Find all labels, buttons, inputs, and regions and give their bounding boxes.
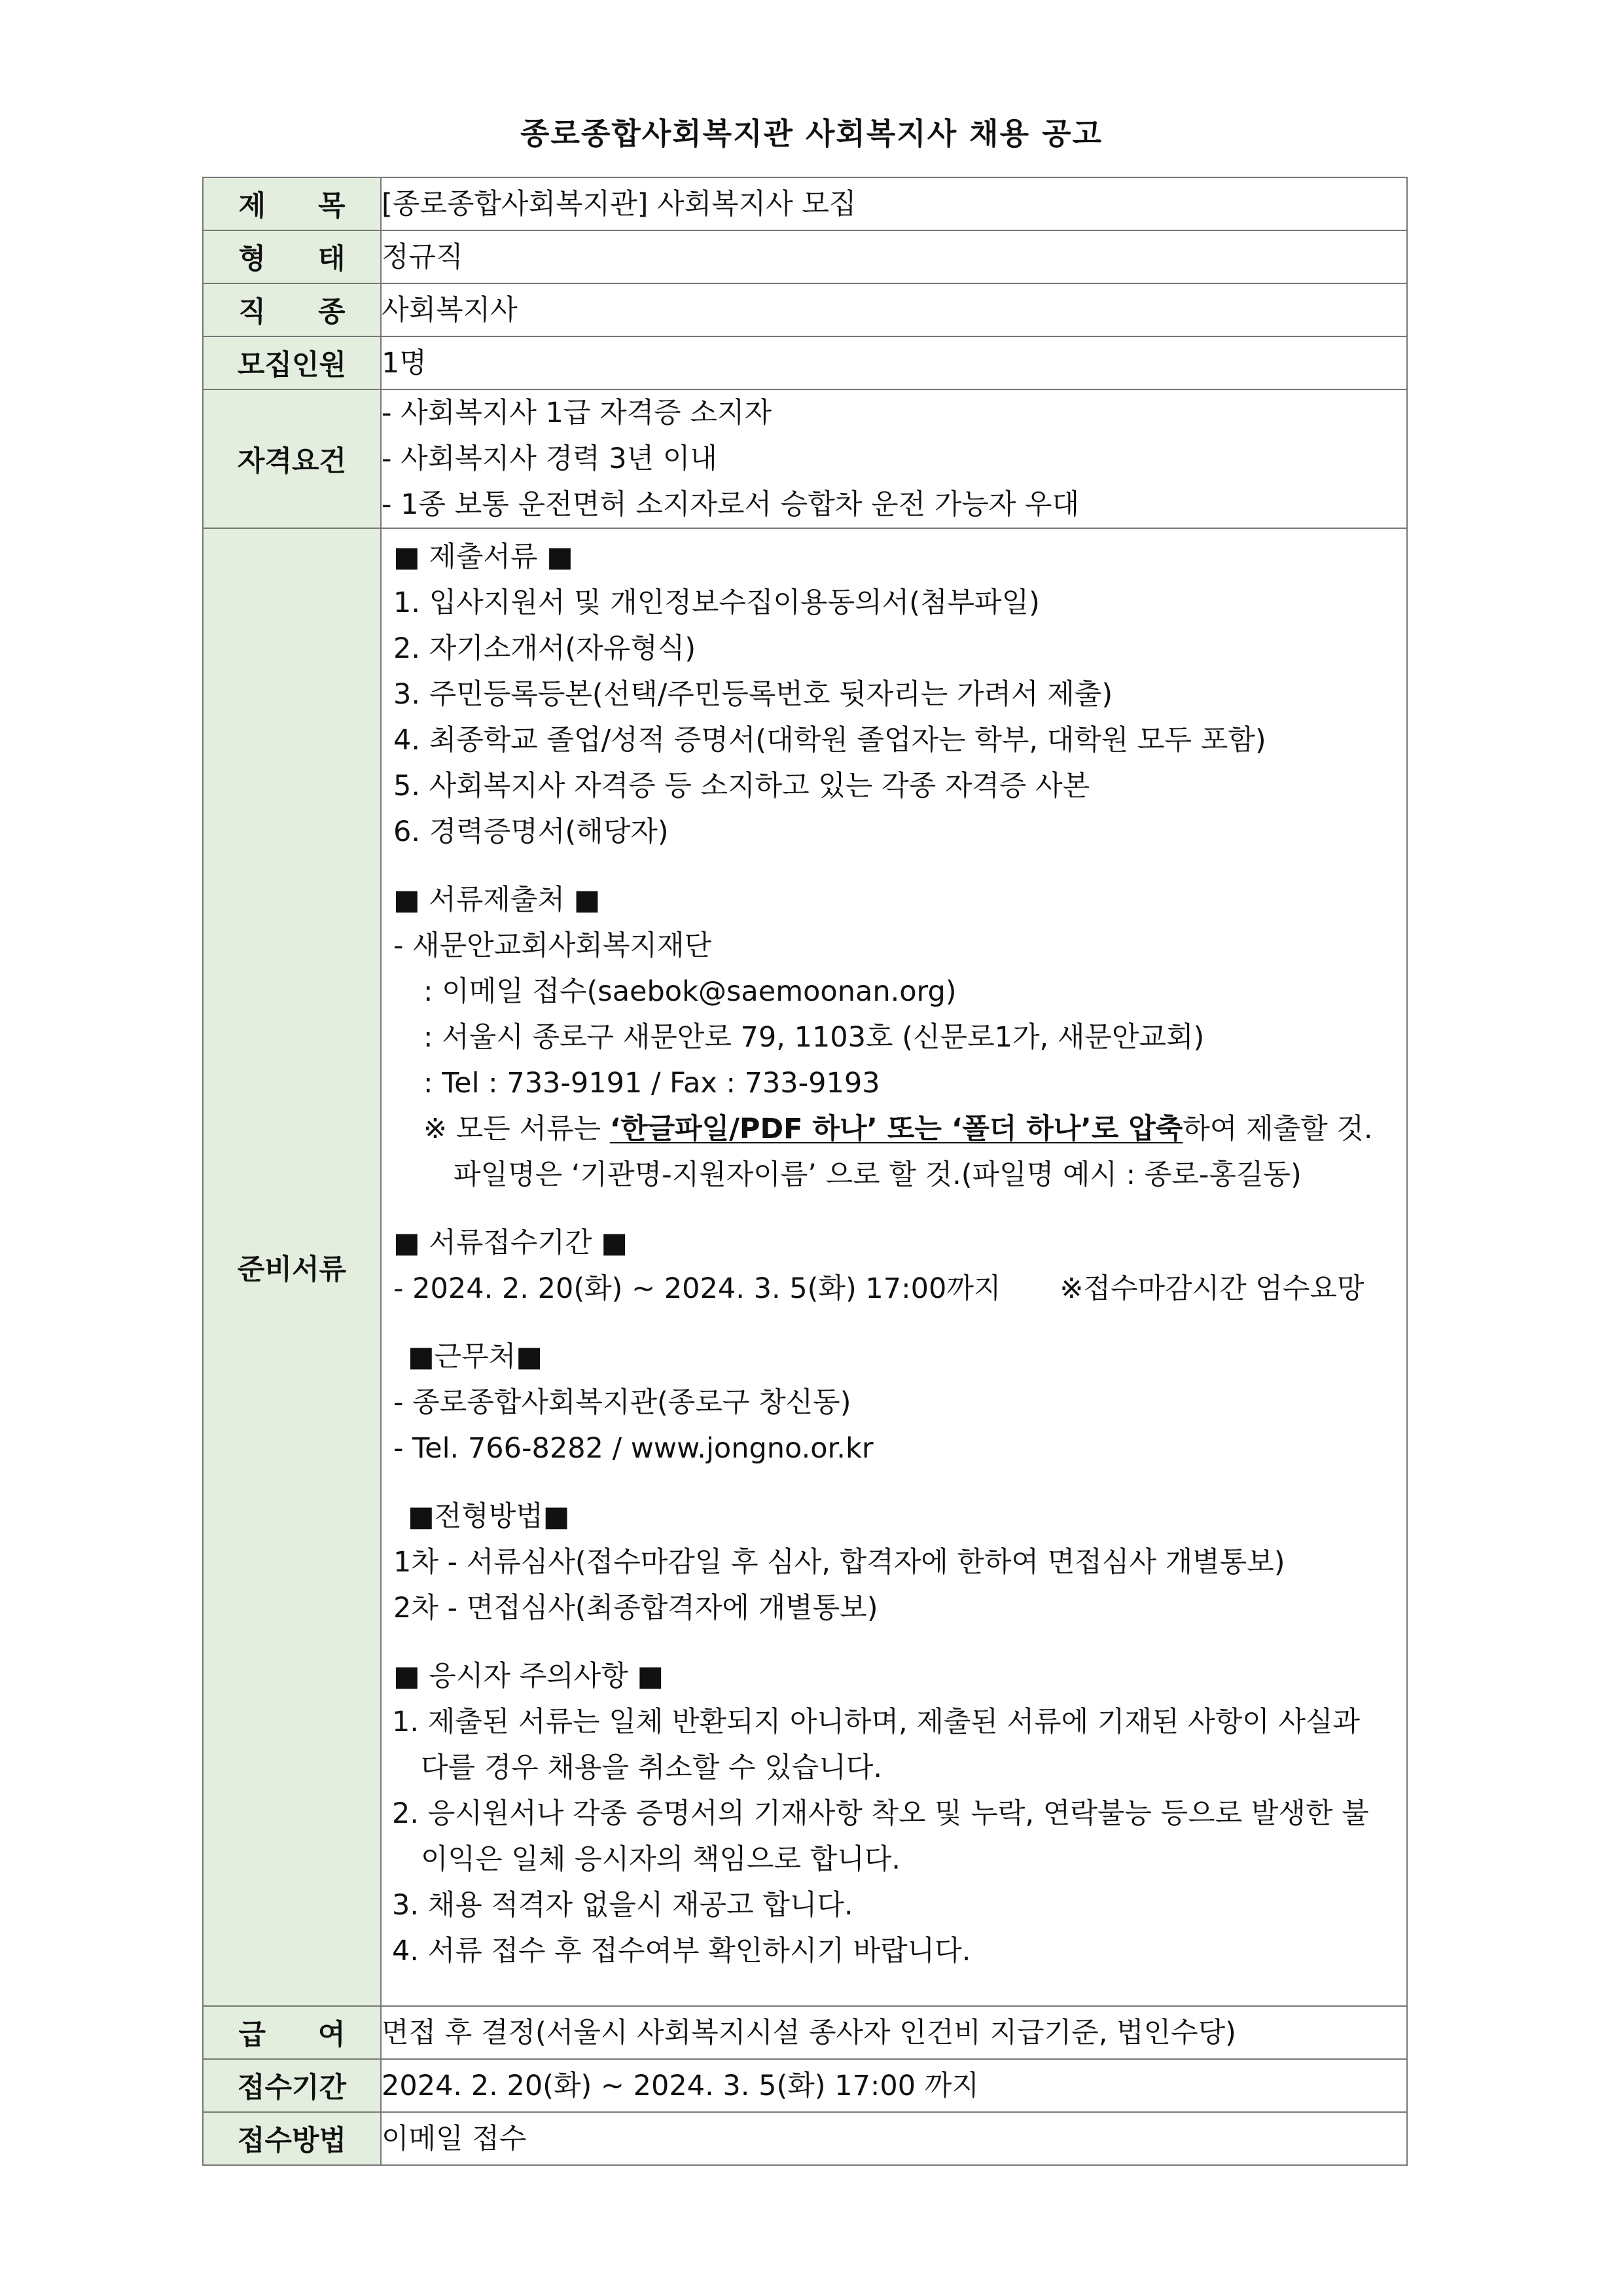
label-salary: 급 여 [203, 2006, 381, 2059]
page-title: 종로종합사회복지관 사회복지사 채용 공고 [520, 116, 1103, 151]
job-notice-table [202, 177, 1408, 2166]
label-documents: 준비서류 [203, 528, 381, 2006]
row-apply-method [203, 2112, 1407, 2165]
value-documents [381, 528, 1407, 2006]
workplace-heading: ■근무처■ [408, 1340, 543, 1373]
label-apply-period: 접수기간 [203, 2059, 381, 2112]
value-job: 사회복지사 [381, 283, 1407, 336]
label-job: 직 종 [203, 283, 381, 336]
submit-place-tel: : Tel : 733-9191 / Fax : 733-9193 [423, 1067, 880, 1100]
qualification-item: - 사회복지사 1급 자격증 소지자 [382, 397, 772, 429]
value-qualification [381, 389, 1407, 528]
cautions-heading: ■ 응시자 주의사항 ■ [393, 1660, 664, 1693]
row-job [203, 283, 1407, 336]
value-type: 정규직 [381, 230, 1407, 283]
submit-docs-heading: ■ 제출서류 ■ [393, 541, 573, 573]
submit-docs-item: 6. 경력증명서(해당자) [393, 816, 669, 848]
row-salary [203, 2006, 1407, 2059]
selection-step: 2차 - 면접심사(최종합격자에 개별통보) [393, 1592, 878, 1624]
label-headcount: 모집인원 [203, 336, 381, 389]
row-subject [203, 177, 1407, 230]
label-apply-method: 접수방법 [203, 2112, 381, 2165]
qualification-item: - 사회복지사 경력 3년 이내 [382, 442, 717, 475]
submit-docs-item: 2. 자기소개서(자유형식) [393, 632, 696, 665]
submit-place-note: ※ 모든 서류는 ‘한글파일/PDF 하나’ 또는 ‘폴더 하나’로 압축하여 제출할 것. [423, 1113, 1373, 1145]
caution-item: 1. 제출된 서류는 일체 반환되지 아니하며, 제출된 서류에 기재된 사항이 사실과 다를 경우 채용을 취소할 수 있습니다. [392, 1706, 1361, 1784]
caution-item: 2. 응시원서나 각종 증명서의 기재사항 착오 및 누락, 연락불능 등으로 발생한 불이익은 일체 응시자의 책임으로 합니다. [392, 1797, 1369, 1876]
selection-heading: ■전형방법■ [408, 1500, 570, 1533]
value-salary: 면접 후 결정(서울시 사회복지시설 종사자 인건비 지급기준, 법인수당) [381, 2006, 1407, 2059]
label-subject: 제 목 [203, 177, 381, 230]
caution-item: 4. 서류 접수 후 접수여부 확인하시기 바랍니다. [392, 1935, 971, 1967]
row-documents [203, 528, 1407, 2006]
caution-item: 3. 채용 적격자 없을시 재공고 합니다. [392, 1889, 853, 1922]
row-qualification [203, 389, 1407, 528]
submit-docs-item: 4. 최종학교 졸업/성적 증명서(대학원 졸업자는 학부, 대학원 모두 포함) [393, 724, 1266, 757]
submit-place-heading: ■ 서류제출처 ■ [393, 884, 601, 916]
submit-place-org: - 새문안교회사회복지재단 [393, 929, 712, 962]
submit-docs-item: 5. 사회복지사 자격증 등 소지하고 있는 각종 자격증 사본 [393, 770, 1090, 802]
value-apply-period: 2024. 2. 20(화) ~ 2024. 3. 5(화) 17:00 까지 [381, 2059, 1407, 2112]
submit-place-address: : 서울시 종로구 새문안로 79, 1103호 (신문로1가, 새문안교회) [423, 1021, 1205, 1054]
row-headcount [203, 336, 1407, 389]
workplace-name: - 종로종합사회복지관(종로구 창신동) [393, 1386, 851, 1419]
submit-docs-item: 3. 주민등록등본(선택/주민등록번호 뒷자리는 가려서 제출) [393, 678, 1113, 711]
period-heading: ■ 서류접수기간 ■ [393, 1227, 628, 1259]
submit-docs-item: 1. 입사지원서 및 개인정보수집이용동의서(첨부파일) [393, 586, 1040, 619]
value-apply-method: 이메일 접수 [381, 2112, 1407, 2165]
period-range: - 2024. 2. 20(화) ~ 2024. 3. 5(화) 17:00까지 ※접수마감시간 엄수요망 [393, 1272, 1364, 1305]
submit-place-note-emphasis: ‘한글파일/PDF 하나’ 또는 ‘폴더 하나’로 압축 [609, 1113, 1183, 1145]
qualification-item: - 1종 보통 운전면허 소지자로서 승합차 운전 가능자 우대 [382, 488, 1080, 521]
row-type [203, 230, 1407, 283]
submit-place-note-line2: 파일명은 ‘기관명-지원자이름’ 으로 할 것.(파일명 예시 : 종로-홍길동) [454, 1158, 1302, 1191]
value-headcount: 1명 [381, 336, 1407, 389]
period-remark: ※접수마감시간 엄수요망 [1060, 1272, 1364, 1305]
label-qualification: 자격요건 [203, 389, 381, 528]
label-type: 형 태 [203, 230, 381, 283]
selection-step: 1차 - 서류심사(접수마감일 후 심사, 합격자에 한하여 면접심사 개별통보) [393, 1546, 1285, 1579]
submit-place-email: : 이메일 접수(saebok@saemoonan.org) [423, 975, 957, 1008]
workplace-contact: - Tel. 766-8282 / www.jongno.or.kr [393, 1432, 874, 1465]
value-subject: [종로종합사회복지관] 사회복지사 모집 [381, 177, 1407, 230]
row-apply-period [203, 2059, 1407, 2112]
